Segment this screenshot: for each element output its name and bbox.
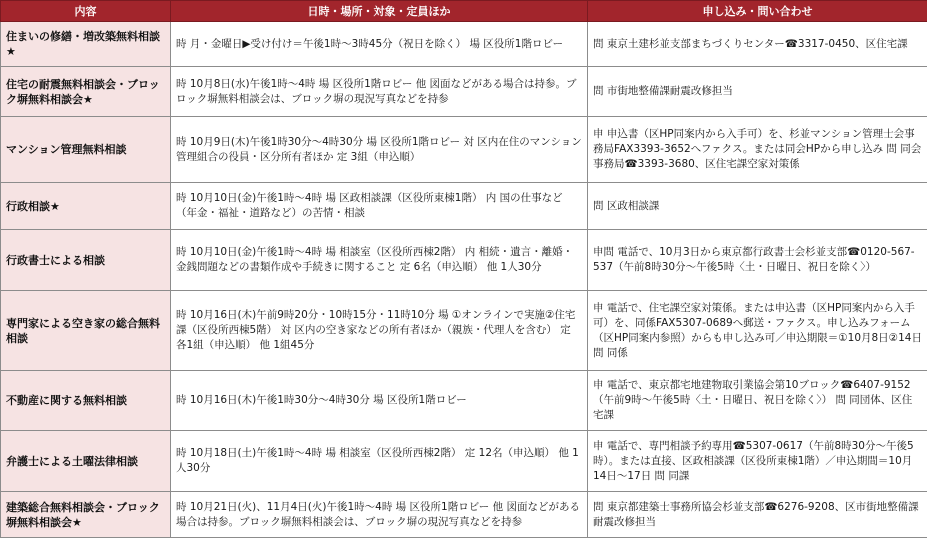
row-name: 行政書士による相談 [1, 230, 171, 291]
row-name: 住宅の耐震無料相談会・ブロック塀無料相談会★ [1, 67, 171, 117]
table-row [1, 22, 927, 67]
row-contact: 申 申込書（区HP同案内から入手可）を、杉並マンション管理士会事務局FAX3393-3652へファクス。または同会HPから申し込み 問 同会事務局☎3393-3680、区住宅課空家対策係 [588, 117, 927, 183]
row-name: 行政相談★ [1, 183, 171, 230]
table-row [1, 183, 927, 230]
row-contact: 申 電話で、東京都宅地建物取引業協会第10ブロック☎6407-9152（午前9時～午後5時〈土・日曜日、祝日を除く〉） 問 同団体、区住宅課 [588, 371, 927, 431]
table-row [1, 117, 927, 183]
row-detail: 時 10月16日(木)午前9時20分・10時15分・11時10分 場 ①オンラインで実施②住宅課（区役所西棟5階） 対 区内の空き家などの所有者ほか（親族・代理人を含む） 定 各1組（申込順） 他 1組45分 [171, 291, 588, 371]
header-content: 内容 [1, 1, 171, 22]
table-row [1, 230, 927, 291]
row-name: マンション管理無料相談 [1, 117, 171, 183]
header-application-inquiry: 申し込み・問い合わせ [588, 1, 927, 22]
row-detail: 時 10月16日(木)午後1時30分～4時30分 場 区役所1階ロビー [171, 371, 588, 431]
row-contact: 申 電話で、専門相談予約専用☎5307-0617（午前8時30分～午後5時）。または直接、区政相談課（区役所東棟1階）／申込期間＝10月14日～17日 問 同課 [588, 431, 927, 492]
row-detail: 時 10月18日(土)午後1時～4時 場 相談室（区役所西棟2階） 定 12名（申込順） 他 1人30分 [171, 431, 588, 492]
row-contact: 申 電話で、住宅課空家対策係。または申込書（区HP同案内から入手可）を、同係FAX5307-0689へ郵送・ファクス。申し込みフォーム（区HP同案内参照）からも申し込み可／申込期限＝①10月8日②14日 問 同係 [588, 291, 927, 371]
row-name: 不動産に関する無料相談 [1, 371, 171, 431]
row-detail: 時 10月21日(火)、11月4日(火)午後1時～4時 場 区役所1階ロビー 他 図面などがある場合は持参。ブロック塀無料相談会は、ブロック塀の現況写真などを持参 [171, 492, 588, 538]
row-contact: 問 市街地整備課耐震改修担当 [588, 67, 927, 117]
row-contact: 問 東京土建杉並支部まちづくりセンター☎3317-0450、区住宅課 [588, 22, 927, 67]
row-name: 建築総合無料相談会・ブロック塀無料相談会★ [1, 492, 171, 538]
row-name: 住まいの修繕・増改築無料相談★ [1, 22, 171, 67]
table-header-row [1, 1, 927, 22]
table-row [1, 67, 927, 117]
row-detail: 時 10月10日(金)午後1時～4時 場 区政相談課（区役所東棟1階） 内 国の仕事など（年金・福祉・道路など）の苦情・相談 [171, 183, 588, 230]
row-name: 専門家による空き家の総合無料相談 [1, 291, 171, 371]
table-row [1, 492, 927, 538]
row-contact: 問 東京都建築士事務所協会杉並支部☎6276-9208、区市街地整備課耐震改修担当 [588, 492, 927, 538]
table-row [1, 291, 927, 371]
row-detail: 時 10月10日(金)午後1時～4時 場 相談室（区役所西棟2階） 内 相続・遺言・離婚・金銭問題などの書類作成や手続きに関すること 定 6名（申込順） 他 1人30分 [171, 230, 588, 291]
row-name: 弁護士による土曜法律相談 [1, 431, 171, 492]
row-contact: 申問 電話で、10月3日から東京都行政書士会杉並支部☎0120-567-537（午前8時30分～午後5時〈土・日曜日、祝日を除く〉） [588, 230, 927, 291]
row-detail: 時 月・金曜日▶受け付け＝午後1時～3時45分（祝日を除く） 場 区役所1階ロビー [171, 22, 588, 67]
row-detail: 時 10月9日(木)午後1時30分～4時30分 場 区役所1階ロビー 対 区内在住のマンション管理組合の役員・区分所有者ほか 定 3組（申込順） [171, 117, 588, 183]
row-contact: 問 区政相談課 [588, 183, 927, 230]
row-detail: 時 10月8日(水)午後1時～4時 場 区役所1階ロビー 他 図面などがある場合は持参。ブロック塀無料相談会は、ブロック塀の現況写真などを持参 [171, 67, 588, 117]
table-row [1, 371, 927, 431]
header-datetime-place: 日時・場所・対象・定員ほか [171, 1, 588, 22]
table-row [1, 431, 927, 492]
